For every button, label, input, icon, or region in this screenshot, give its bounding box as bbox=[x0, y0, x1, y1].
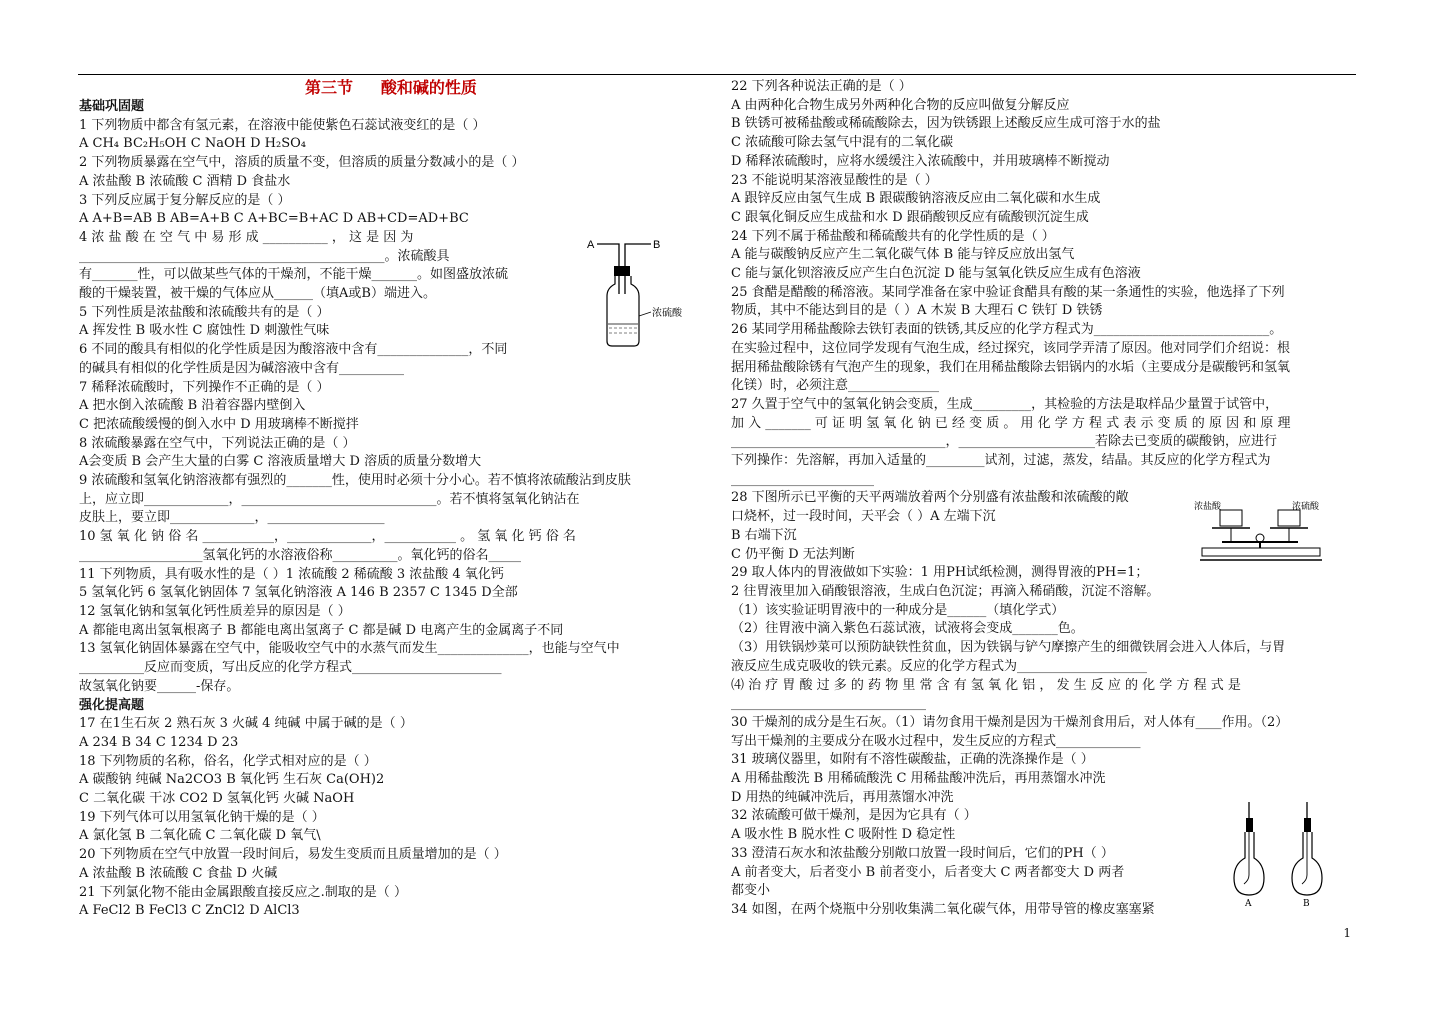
balance-left-label: 浓盐酸 bbox=[1194, 502, 1222, 512]
right-line: 25 食醋是醋酸的稀溶液。某同学准备在家中验证食醋具有酸的某一条通性的实验，他选择了下列 bbox=[731, 284, 1285, 300]
right-line: A 前者变大，后者变小 B 前者变小，后者变大 C 两者都变大 D 两者 bbox=[731, 864, 1125, 880]
left-line: __________反应而变质，写出反应的化学方程式_______________________ bbox=[79, 660, 502, 676]
left-line: 酸的干燥装置，被干燥的气体应从______（填A或B）端进入。 bbox=[79, 286, 436, 302]
left-line: 9 浓硫酸和氢氧化钠溶液都有强烈的_______性，使用时必须十分小心。若不慎将浓硫酸沾到皮肤 bbox=[79, 473, 631, 489]
right-line: B 铁锈可被稀盐酸或稀硫酸除去，因为铁锈跟上述酸反应生成可溶于水的盐 bbox=[731, 116, 1161, 132]
left-line: A 氯化氢 B 二氧化硫 C 二氧化碳 D 氧气\ bbox=[79, 828, 321, 844]
page-number: 1 bbox=[1343, 926, 1351, 940]
left-line: C 二氧化碳 干冰 CO2 D 氢氧化钙 火碱 NaOH bbox=[79, 791, 355, 807]
right-line: A 能与碳酸钠反应产生二氧化碳气体 B 能与锌反应放出氢气 bbox=[731, 247, 1075, 263]
left-line: 19 下列气体可以用氢氧化钠干燥的是（ ） bbox=[79, 809, 325, 825]
left-line: 3 下列反应属于复分解反应的是（ ） bbox=[79, 192, 291, 208]
left-line: 13 氢氧化钠固体暴露在空气中，能吸收空气中的水蒸气而发生______________，也能与空气中 bbox=[79, 641, 620, 657]
right-line: 2 往胃液里加入硝酸银溶液，生成白色沉淀；再滴入稀硝酸，沉淀不溶解。 bbox=[731, 583, 1160, 599]
right-line: 在实验过程中，这位同学发现有气泡生成，经过探究，该同学弄清了原因。他对同学们介绍说：根 bbox=[731, 340, 1291, 356]
left-line: _______________________________________________。浓硫酸具 bbox=[79, 248, 450, 264]
left-line: A CH₄ BC₂H₅OH C NaOH D H₂SO₄ bbox=[79, 136, 306, 152]
left-line: ___________________氢氧化钙的水溶液俗称__________。氧化钙的俗名_____ bbox=[79, 547, 522, 563]
right-line: ⑷ 治 疗 胃 酸 过 多 的 药 物 里 常 含 有 氢 氧 化 铝 ， 发 生 反 应 的 化 学 方 程 式 是 bbox=[731, 677, 1241, 693]
left-line: 8 浓硫酸暴露在空气中，下列说法正确的是（ ） bbox=[79, 435, 356, 451]
section-advanced: 强化提高题 bbox=[79, 697, 145, 713]
right-line: _________________________________，_____________________若除去已变质的碳酸钠，应进行 bbox=[731, 434, 1278, 450]
right-line: C 能与氯化钡溶液反应产生白色沉淀 D 能与氢氧化铁反应生成有色溶液 bbox=[731, 266, 1141, 282]
left-line: 上，应立即_____________，______________________________。若不慎将氢氧化钠沾在 bbox=[79, 491, 580, 507]
right-line: 据用稀盐酸除锈有气泡产生的现象，我们在用稀盐酸除去铝锅内的水垢（主要成分是碳酸钙和氢氧 bbox=[731, 359, 1291, 375]
right-line: 27 久置于空气中的氢氧化钠会变质，生成_________，其检验的方法是取样品少量置于试管中， bbox=[731, 396, 1279, 412]
right-line: A 由两种化合物生成另外两种化合物的反应叫做复分解反应 bbox=[731, 97, 1070, 113]
left-line: 2 下列物质暴露在空气中，溶质的质量不变，但溶质的质量分数减小的是（ ） bbox=[79, 155, 525, 171]
left-line: A 234 B 34 C 1234 D 23 bbox=[79, 734, 239, 750]
left-line: A 碳酸钠 纯碱 Na2CO3 B 氧化钙 生石灰 Ca(OH)2 bbox=[79, 772, 385, 788]
section-basic: 基础巩固题 bbox=[79, 99, 145, 114]
left-column bbox=[79, 78, 703, 921]
left-line: A 浓盐酸 B 浓硫酸 C 食盐 D 火碱 bbox=[79, 865, 278, 881]
right-line: 28 下图所示已平衡的天平两端放着两个分别盛有浓盐酸和浓硫酸的敞 bbox=[731, 490, 1129, 506]
right-line: 26 某同学用稀盐酸除去铁钉表面的铁锈,其反应的化学方程式为___________________________。 bbox=[731, 322, 1283, 338]
left-line: 7 稀释浓硫酸时，下列操作不正确的是（ ） bbox=[79, 379, 330, 395]
right-line: 写出干燥剂的主要成分在吸水过程中，发生反应的方程式_____________ bbox=[731, 733, 1141, 749]
right-line: A 跟锌反应由氢气生成 B 跟碳酸钠溶液反应由二氧化碳和水生成 bbox=[731, 191, 1101, 207]
right-line: 30 干燥剂的成分是生石灰。（1）请勿食用干燥剂是因为干燥剂食用后，对人体有____作用。（2） bbox=[731, 714, 1289, 730]
left-line: 有_______性，可以做某些气体的干燥剂，不能干燥_______。如图盛放浓硫 bbox=[79, 267, 509, 283]
right-line: 加 入 _______ 可 证 明 氢 氧 化 钠 已 经 变 质 。 用 化 学 方 程 式 表 示 变 质 的 原 因 和 原 理 bbox=[731, 415, 1291, 431]
drying-bottle-figure bbox=[585, 236, 705, 351]
left-line: 故氢氧化钠要______-保存。 bbox=[79, 678, 240, 694]
right-line: ______________________ bbox=[731, 471, 874, 487]
left-line: 18 下列物质的名称，俗名，化学式相对应的是（ ） bbox=[79, 753, 377, 769]
right-line: D 稀释浓硫酸时，应将水缓缓注入浓硫酸中，并用玻璃棒不断搅动 bbox=[731, 153, 1110, 169]
left-line: 皮肤上，要立即_____________，__________________ bbox=[79, 510, 385, 526]
right-line: 口烧杯，过一段时间，天平会（ ）A 左端下沉 bbox=[731, 509, 996, 525]
right-line: 都变小 bbox=[731, 883, 771, 899]
right-line: B 右端下沉 bbox=[731, 527, 797, 543]
flasks-figure bbox=[1232, 800, 1332, 908]
bottle-label-b: B bbox=[653, 239, 661, 251]
left-line: A 浓盐酸 B 浓硫酸 C 酒精 D 食盐水 bbox=[79, 173, 291, 189]
left-line: A 挥发性 B 吸水性 C 腐蚀性 D 刺激性气味 bbox=[79, 323, 330, 339]
right-line: A 吸水性 B 脱水性 C 吸附性 D 稳定性 bbox=[731, 827, 956, 843]
left-line: A 把水倒入浓硫酸 B 沿着容器内壁倒入 bbox=[79, 398, 306, 414]
left-line: 5 氢氧化钙 6 氢氧化钠固体 7 氢氧化钠溶液 A 146 B 2357 C 1345 D全部 bbox=[79, 585, 518, 601]
left-line: A FeCl2 B FeCl3 C ZnCl2 D AlCl3 bbox=[79, 903, 300, 919]
left-line: 11 下列物质，具有吸水性的是（ ）1 浓硫酸 2 稀硫酸 3 浓盐酸 4 氧化钙 bbox=[79, 566, 504, 582]
bottle-label-a: A bbox=[587, 239, 595, 251]
right-line: （3）用铁锅炒菜可以预防缺铁性贫血，因为铁锅与铲勺摩擦产生的细微铁屑会进入人体后，与胃 bbox=[731, 640, 1286, 656]
balance-right-label: 浓硫酸 bbox=[1292, 502, 1320, 512]
page-title bbox=[79, 78, 703, 98]
title-text: 酸和碱的性质 bbox=[380, 78, 477, 97]
right-line: 32 浓硫酸可做干燥剂，是因为它具有（ ） bbox=[731, 808, 977, 824]
right-line: 23 不能说明某溶液显酸性的是（ ） bbox=[731, 172, 938, 188]
flask-b-label: B bbox=[1303, 899, 1310, 908]
left-line: 12 氢氧化钠和氢氧化钙性质差异的原因是（ ） bbox=[79, 603, 351, 619]
right-line: 33 澄清石灰水和浓盐酸分别敞口放置一段时间后，它们的PH（ ） bbox=[731, 845, 1114, 861]
flask-a-label: A bbox=[1245, 899, 1252, 908]
right-line: 24 下列不属于稀盐酸和稀硫酸共有的化学性质的是（ ） bbox=[731, 228, 1055, 244]
left-line: 17 在1生石灰 2 熟石灰 3 火碱 4 纯碱 中属于碱的是（ ） bbox=[79, 716, 413, 732]
left-line: 5 下列性质是浓盐酸和浓硫酸共有的是（ ） bbox=[79, 304, 330, 320]
header-rule bbox=[78, 74, 1356, 75]
balance-figure bbox=[1192, 498, 1332, 564]
left-line: 10 氢 氧 化 钠 俗 名 ___________，_____________，___________ 。 氢 氧 化 钙 俗 名 bbox=[79, 529, 576, 545]
right-line: 下列操作：先溶解，再加入适量的_________试剂，过滤，蒸发，结晶。其反应的化学方程式为 bbox=[731, 453, 1271, 469]
left-line: 6 不同的酸具有相似的化学性质是因为酸溶液中含有______________，不同 bbox=[79, 342, 508, 358]
left-line: A会变质 B 会产生大量的白雾 C 溶液质量增大 D 溶质的质量分数增大 bbox=[79, 454, 482, 470]
left-line: 4 浓 盐 酸 在 空 气 中 易 形 成 __________ ， 这 是 因 为 bbox=[79, 229, 414, 245]
right-line: A 用稀盐酸洗 B 用稀硫酸洗 C 用稀盐酸冲洗后，再用蒸馏水冲洗 bbox=[731, 771, 1106, 787]
right-line: D 用热的纯碱冲洗后，再用蒸馏水冲洗 bbox=[731, 789, 954, 805]
right-line: C 仍平衡 D 无法判断 bbox=[731, 546, 855, 562]
left-line: 的碱具有相似的化学性质是因为碱溶液中含有__________ bbox=[79, 360, 405, 376]
right-line: C 跟氧化铜反应生成盐和水 D 跟硝酸钡反应有硫酸钡沉淀生成 bbox=[731, 209, 1089, 225]
right-line: 22 下列各种说法正确的是（ ） bbox=[731, 79, 912, 94]
right-line: 物质，其中不能达到目的是（ ）A 木炭 B 大理石 C 铁钉 D 铁锈 bbox=[731, 303, 1103, 319]
right-line: 34 如图，在两个烧瓶中分别收集满二氧化碳气体，用带导管的橡皮塞塞紧 bbox=[731, 901, 1155, 917]
right-line: 液反应生成克吸收的铁元素。反应的化学方程式为____________________ bbox=[731, 658, 1148, 674]
left-line: 20 下列物质在空气中放置一段时间后，易发生变质而且质量增加的是（ ） bbox=[79, 847, 507, 863]
bottle-acid-label: 浓硫酸 bbox=[652, 308, 682, 319]
right-line: 31 玻璃仪器里，如附有不溶性碳酸盐，正确的洗涤操作是（ ） bbox=[731, 752, 1094, 768]
left-line: C 把浓硫酸缓慢的倒入水中 D 用玻璃棒不断搅拌 bbox=[79, 416, 359, 432]
right-line: （2）往胃液中滴入紫色石蕊试液，试液将会变成_______色。 bbox=[731, 621, 1084, 637]
left-line: 1 下列物质中都含有氢元素，在溶液中能使紫色石蕊试液变红的是（ ） bbox=[79, 117, 486, 133]
left-line: 21 下列氯化物不能由金属跟酸直接反应之.制取的是（ ） bbox=[79, 884, 407, 900]
left-line: A 都能电离出氢氧根离子 B 都能电离出氢离子 C 都是碱 D 电离产生的金属离子不同 bbox=[79, 622, 564, 638]
right-line: 化镁）时，必须注意______________ bbox=[731, 378, 940, 394]
right-line: ______________________________ bbox=[731, 696, 926, 712]
right-line: （1）该实验证明胃液中的一种成分是______（填化学式） bbox=[731, 602, 1065, 618]
right-line: 29 取人体内的胃液做如下实验：1 用PH试纸检测，测得胃液的PH=1； bbox=[731, 565, 1149, 581]
left-line: A A+B=AB B AB=A+B C A+BC=B+AC D AB+CD=AD+BC bbox=[79, 211, 469, 227]
title-number: 第三节 bbox=[305, 78, 354, 97]
right-line: C 浓硫酸可除去氢气中混有的二氧化碳 bbox=[731, 135, 954, 151]
